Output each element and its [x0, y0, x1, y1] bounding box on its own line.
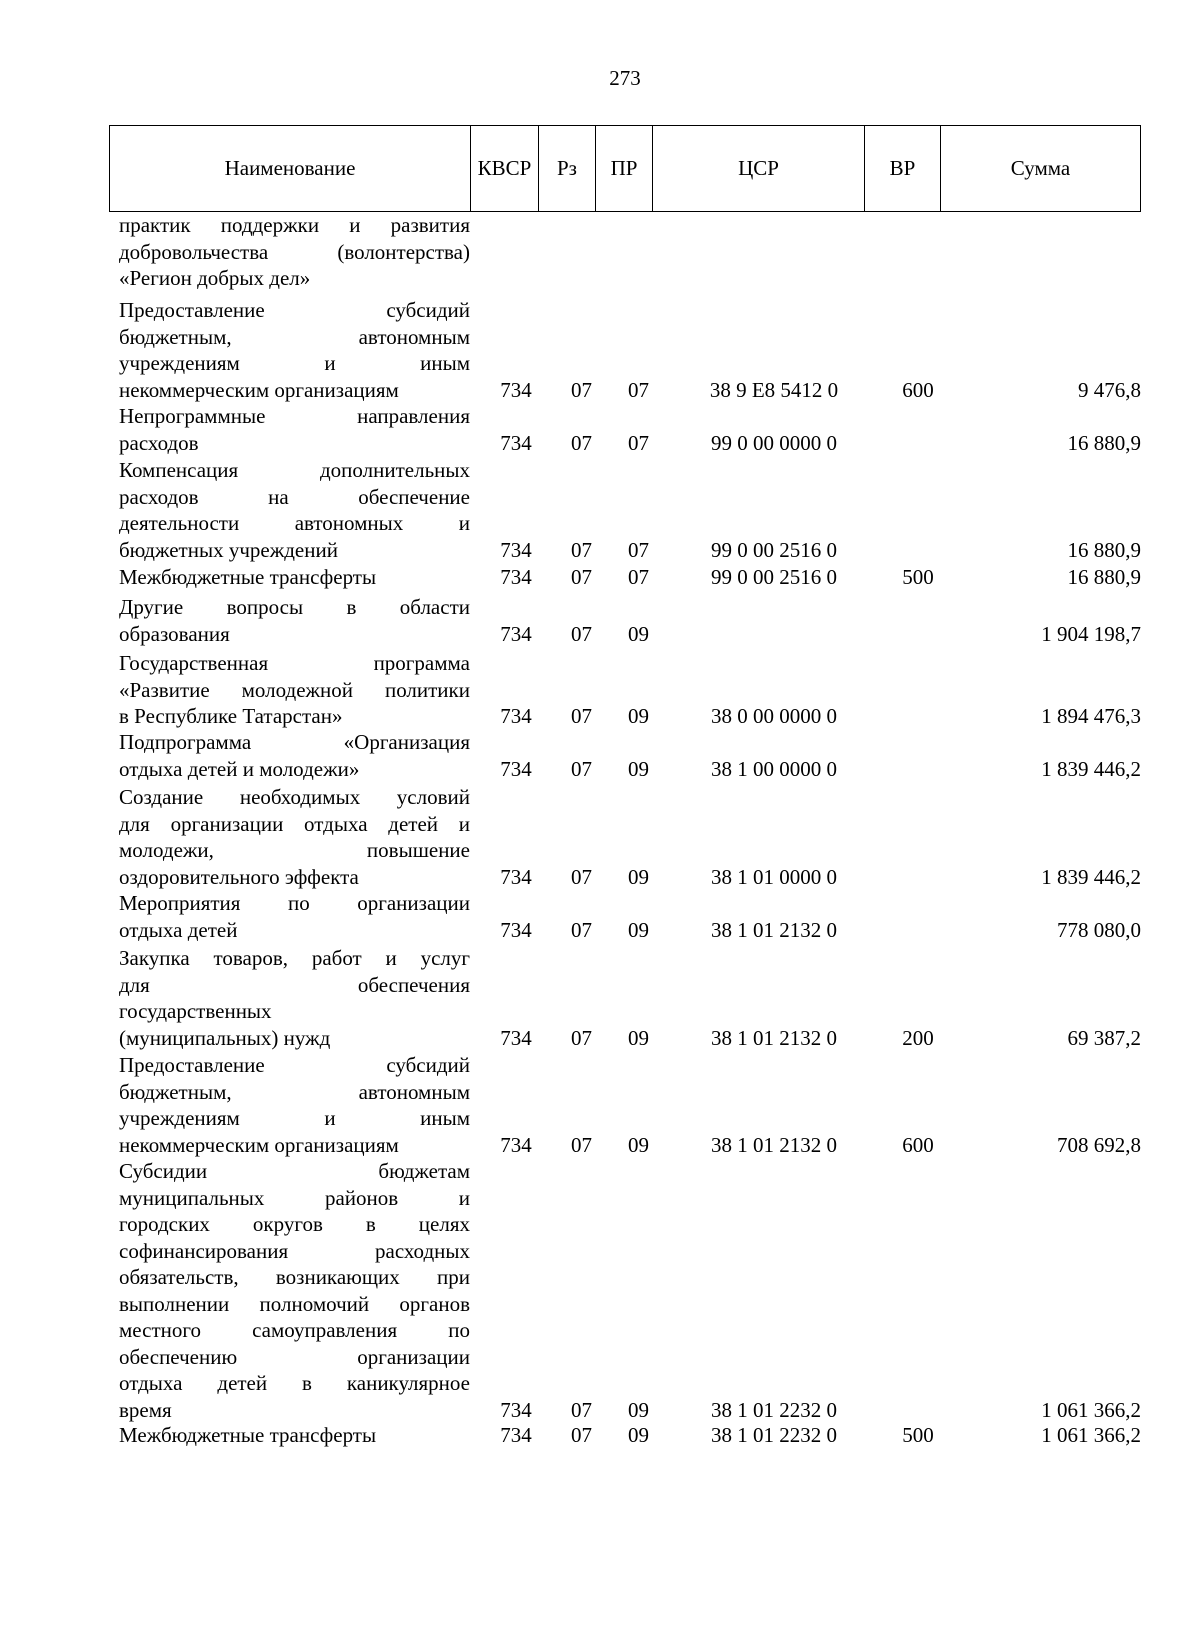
row-name	[119, 1052, 470, 1158]
cell-pr: 09	[628, 1025, 649, 1050]
cell-csr: 38 1 01 2132 0	[711, 917, 837, 942]
cell-rz: 07	[571, 864, 592, 889]
cell-kvsr: 734	[500, 430, 532, 455]
cell-sum: 1 839 446,2	[1041, 756, 1141, 781]
row-name-line: отдыха детей и молодежи»	[119, 756, 360, 781]
row-name-line: расходов	[119, 430, 199, 455]
cell-vr: 600	[902, 1132, 934, 1157]
row-name	[119, 1422, 470, 1449]
row-name-line: Другие вопросы в области	[119, 595, 470, 619]
cell-vr: 500	[902, 1423, 934, 1447]
cell-rz: 07	[571, 430, 592, 455]
row-name	[119, 890, 470, 943]
cell-sum: 708 692,8	[1057, 1132, 1141, 1157]
row-name-line: городских округов в целях	[119, 1212, 470, 1236]
cell-pr: 09	[628, 756, 649, 781]
table-header	[109, 125, 1141, 212]
row-name-line: Закупка товаров, работ и услуг	[119, 946, 470, 970]
row-name-line: для обеспечения	[119, 972, 470, 997]
cell-csr: 38 0 00 0000 0	[711, 704, 837, 728]
cell-pr: 09	[628, 1423, 649, 1447]
row-name	[119, 784, 470, 890]
cell-csr: 38 1 01 0000 0	[711, 864, 837, 889]
cell-rz: 07	[571, 377, 592, 402]
row-name-line: некоммерческим организациям	[119, 377, 399, 402]
cell-kvsr: 734	[500, 756, 532, 781]
cell-sum: 16 880,9	[1067, 537, 1141, 562]
cell-csr: 38 9 Е8 5412 0	[709, 377, 839, 402]
row-name-line: Мероприятия по организации	[119, 891, 470, 915]
row-name-line: Подпрограмма «Организация	[119, 730, 470, 754]
row-name-line: в Республике Татарстан»	[119, 704, 343, 728]
cell-sum: 1 904 198,7	[1041, 621, 1141, 646]
row-name-line: выполнении полномочий органов	[119, 1291, 470, 1316]
cell-kvsr: 734	[500, 917, 532, 942]
cell-kvsr: 734	[500, 1423, 532, 1447]
column-header-rz: Рз	[539, 126, 596, 212]
cell-pr: 09	[628, 621, 649, 646]
cell-pr: 09	[628, 1397, 649, 1422]
row-name	[119, 945, 470, 1051]
column-header-kvsr: КВСР	[471, 126, 539, 212]
row-name-line: софинансирования расходных	[119, 1238, 470, 1263]
row-name-line: образования	[119, 621, 230, 646]
row-name-line: Компенсация дополнительных	[119, 458, 470, 482]
cell-rz: 07	[571, 537, 592, 562]
row-name-line: бюджетных учреждений	[119, 537, 338, 562]
row-name-line: расходов на обеспечение	[119, 484, 470, 509]
cell-pr: 07	[628, 377, 649, 402]
row-name-line: оздоровительного эффекта	[119, 864, 359, 889]
row-name	[119, 564, 470, 591]
row-name-line: (муниципальных) нужд	[119, 1025, 331, 1050]
table-row	[0, 1422, 1200, 1449]
cell-sum: 1 894 476,3	[1041, 704, 1141, 728]
cell-csr: 38 1 01 2132 0	[711, 1025, 837, 1050]
cell-csr: 99 0 00 0000 0	[711, 430, 837, 455]
table-row	[0, 564, 1200, 591]
cell-vr: 600	[902, 377, 934, 402]
row-name-line: деятельности автономных и	[119, 511, 470, 535]
table-row	[0, 784, 1200, 890]
row-name-line: учреждениям и иным	[119, 1106, 470, 1130]
cell-csr: 99 0 00 2516 0	[711, 537, 837, 562]
row-name-line: время	[119, 1397, 172, 1422]
cell-csr: 38 1 00 0000 0	[711, 756, 837, 781]
row-name	[119, 297, 470, 403]
cell-sum: 69 387,2	[1067, 1025, 1141, 1050]
row-name-line: местного самоуправления по	[119, 1318, 470, 1342]
cell-kvsr: 734	[500, 864, 532, 889]
row-name-line: Предоставление субсидий	[119, 298, 470, 322]
cell-rz: 07	[571, 1025, 592, 1050]
table-row	[0, 650, 1200, 730]
cell-rz: 07	[571, 704, 592, 728]
row-name	[119, 650, 470, 730]
table-row	[0, 945, 1200, 1051]
row-name	[119, 729, 470, 782]
column-header-vr: ВР	[865, 126, 941, 212]
row-name-line: «Регион добрых дел»	[119, 266, 311, 290]
cell-pr: 09	[628, 704, 649, 728]
cell-kvsr: 734	[500, 704, 532, 728]
cell-pr: 09	[628, 1132, 649, 1157]
row-name-line: государственных	[119, 999, 272, 1023]
cell-sum: 1 061 366,2	[1041, 1397, 1141, 1422]
column-header-name: Наименование	[110, 126, 471, 212]
row-name-line: муниципальных районов и	[119, 1185, 470, 1210]
cell-rz: 07	[571, 1397, 592, 1422]
row-name-line: Государственная программа	[119, 651, 470, 675]
table-row	[0, 297, 1200, 403]
table-row	[0, 1158, 1200, 1423]
row-name-line: отдыха детей в каникулярное	[119, 1371, 470, 1395]
row-name-line: учреждениям и иным	[119, 351, 470, 375]
row-name	[119, 1158, 470, 1423]
cell-rz: 07	[571, 1132, 592, 1157]
row-name-line: Создание необходимых условий	[119, 785, 470, 809]
row-name-line: молодежи, повышение	[119, 838, 470, 862]
cell-kvsr: 734	[500, 565, 532, 589]
row-name	[119, 212, 470, 292]
table-row	[0, 729, 1200, 782]
cell-kvsr: 734	[500, 537, 532, 562]
cell-rz: 07	[571, 917, 592, 942]
cell-rz: 07	[571, 621, 592, 646]
cell-kvsr: 734	[500, 1132, 532, 1157]
column-header-sum: Сумма	[941, 126, 1141, 212]
cell-pr: 07	[628, 565, 649, 589]
cell-csr: 38 1 01 2232 0	[711, 1397, 837, 1422]
row-name-line: практик поддержки и развития	[119, 213, 470, 237]
cell-kvsr: 734	[500, 1397, 532, 1422]
table-row	[0, 594, 1200, 647]
cell-csr: 38 1 01 2132 0	[711, 1132, 837, 1157]
row-name-line: обязательств, возникающих при	[119, 1265, 470, 1289]
row-name-line: отдыха детей	[119, 917, 238, 942]
row-name-line: некоммерческим организациям	[119, 1132, 399, 1157]
table-row	[0, 457, 1200, 563]
row-name-line: для организации отдыха детей и	[119, 811, 470, 836]
cell-rz: 07	[571, 1423, 592, 1447]
column-header-pr: ПР	[596, 126, 653, 212]
cell-sum: 1 839 446,2	[1041, 864, 1141, 889]
row-name-line: Предоставление субсидий	[119, 1053, 470, 1077]
cell-sum: 16 880,9	[1067, 565, 1141, 589]
cell-sum: 778 080,0	[1057, 917, 1141, 942]
row-name-line: «Развитие молодежной политики	[119, 677, 470, 702]
column-header-csr: ЦСР	[653, 126, 865, 212]
row-name-line: Субсидии бюджетам	[119, 1159, 470, 1183]
cell-rz: 07	[571, 565, 592, 589]
cell-kvsr: 734	[500, 377, 532, 402]
row-name	[119, 403, 470, 456]
cell-vr: 200	[902, 1025, 934, 1050]
page-number: 273	[609, 66, 641, 90]
row-name-line: Непрограммные направления	[119, 404, 470, 428]
cell-sum: 1 061 366,2	[1041, 1423, 1141, 1447]
cell-sum: 16 880,9	[1067, 430, 1141, 455]
cell-kvsr: 734	[500, 1025, 532, 1050]
row-name-line: бюджетным, автономным	[119, 324, 470, 349]
cell-sum: 9 476,8	[1078, 377, 1141, 402]
table-row	[0, 403, 1200, 456]
row-name-line: обеспечению организации	[119, 1344, 470, 1369]
cell-pr: 09	[628, 864, 649, 889]
row-name-line: Межбюджетные трансферты	[119, 565, 377, 589]
row-name-line: Межбюджетные трансферты	[119, 1423, 377, 1447]
cell-pr: 07	[628, 430, 649, 455]
cell-csr: 38 1 01 2232 0	[711, 1423, 837, 1447]
row-name	[119, 457, 470, 563]
cell-csr: 99 0 00 2516 0	[711, 565, 837, 589]
row-name-line: бюджетным, автономным	[119, 1079, 470, 1104]
row-name	[119, 594, 470, 647]
table-row	[0, 890, 1200, 943]
cell-vr: 500	[902, 565, 934, 589]
cell-kvsr: 734	[500, 621, 532, 646]
cell-pr: 09	[628, 917, 649, 942]
table-row	[0, 212, 1200, 292]
table-row	[0, 1052, 1200, 1158]
row-name-line: добровольчества (волонтерства)	[119, 239, 470, 264]
cell-rz: 07	[571, 756, 592, 781]
cell-pr: 07	[628, 537, 649, 562]
